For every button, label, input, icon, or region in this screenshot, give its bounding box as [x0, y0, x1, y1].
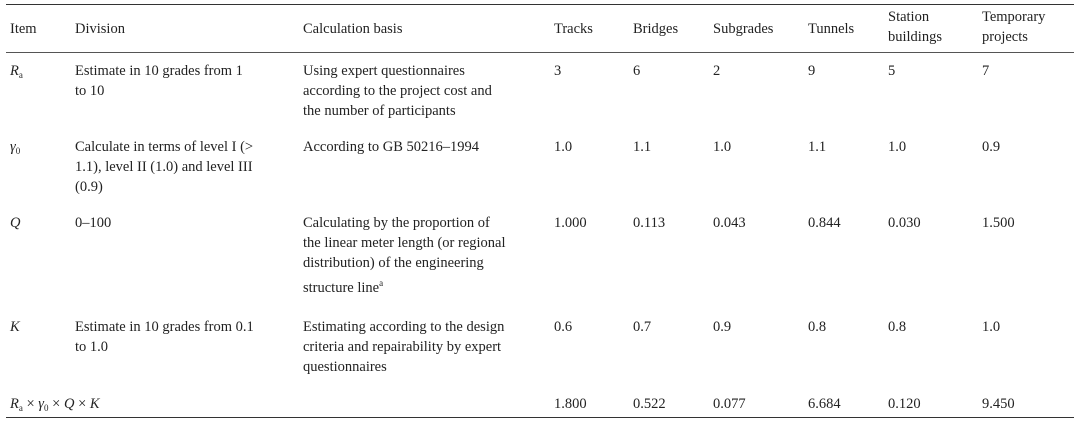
times-sign: × — [52, 396, 61, 412]
value-tunnels: 9 — [808, 63, 816, 79]
division-line: Estimate in 10 grades from 0.1 — [75, 319, 254, 335]
division-line: Estimate in 10 grades from 1 — [75, 63, 243, 79]
division-line: 0–100 — [75, 215, 112, 231]
header-temporary-line1: Temporary — [982, 9, 1046, 25]
basis-line: criteria and repairability by expert — [303, 339, 502, 355]
value-station-buildings: 0.8 — [888, 319, 907, 335]
value-subgrades: 0.077 — [713, 396, 746, 412]
value-station-buildings: 0.030 — [888, 215, 921, 231]
symbol-k: K — [89, 396, 100, 412]
header-bridges: Bridges — [633, 21, 679, 37]
times-sign: × — [26, 396, 35, 412]
header-station-line1: Station — [888, 9, 930, 25]
value-subgrades: 0.9 — [713, 319, 732, 335]
header-subgrades: Subgrades — [713, 21, 774, 37]
value-temporary-projects: 1.500 — [982, 215, 1015, 231]
header-station-line2: buildings — [888, 29, 942, 45]
symbol-main: R — [10, 63, 19, 79]
symbol-q: Q — [63, 396, 75, 412]
basis-line: Using expert questionnaires — [303, 63, 465, 79]
item-symbol — [10, 317, 20, 337]
symbol-main: γ — [10, 139, 16, 155]
product-formula — [10, 394, 100, 418]
value-temporary-projects: 0.9 — [982, 139, 1001, 155]
times-sign: × — [78, 396, 87, 412]
basis-line: questionnaires — [303, 359, 387, 375]
division-line: to 1.0 — [75, 339, 109, 355]
symbol-subscript: a — [18, 403, 23, 413]
division-line: 1.1), level II (1.0) and level III — [75, 159, 253, 175]
value-temporary-projects: 7 — [982, 63, 990, 79]
value-tracks: 1.800 — [554, 396, 587, 412]
value-tracks: 1.0 — [554, 139, 573, 155]
basis-line: distribution) of the engineering — [303, 255, 484, 271]
header-temporary-line2: projects — [982, 29, 1028, 45]
value-tunnels: 0.844 — [808, 215, 841, 231]
value-tracks: 0.6 — [554, 319, 573, 335]
division-line: to 10 — [75, 83, 105, 99]
value-tunnels: 1.1 — [808, 139, 827, 155]
division-line: (0.9) — [75, 179, 103, 195]
header-item: Item — [10, 21, 37, 37]
item-symbol — [10, 213, 20, 233]
value-subgrades: 0.043 — [713, 215, 746, 231]
value-subgrades: 1.0 — [713, 139, 732, 155]
symbol-main: K — [10, 319, 20, 335]
symbol-subscript: 0 — [44, 403, 49, 413]
value-tracks: 1.000 — [554, 215, 587, 231]
header-tracks: Tracks — [554, 21, 593, 37]
value-station-buildings: 1.0 — [888, 139, 907, 155]
value-tunnels: 0.8 — [808, 319, 827, 335]
symbol-main: Q — [10, 215, 21, 231]
value-temporary-projects: 9.450 — [982, 396, 1015, 412]
header-tunnels: Tunnels — [808, 21, 855, 37]
table-header-rule — [6, 52, 1074, 53]
value-station-buildings: 0.120 — [888, 396, 921, 412]
symbol-subscript: a — [18, 70, 23, 80]
header-division: Division — [75, 21, 125, 37]
table-top-rule — [6, 4, 1074, 5]
value-tunnels: 6.684 — [808, 396, 841, 412]
basis-line: Calculating by the proportion of — [303, 215, 490, 231]
value-temporary-projects: 1.0 — [982, 319, 1001, 335]
header-calculation-basis: Calculation basis — [303, 21, 403, 37]
basis-line: According to GB 50216–1994 — [303, 139, 479, 155]
footnote-marker: a — [379, 278, 384, 288]
value-station-buildings: 5 — [888, 63, 896, 79]
item-symbol — [10, 137, 20, 161]
symbol-subscript: 0 — [15, 146, 21, 156]
basis-line: Estimating according to the design — [303, 319, 505, 335]
value-bridges: 6 — [633, 63, 641, 79]
value-bridges: 0.522 — [633, 396, 666, 412]
basis-line: according to the project cost and — [303, 83, 492, 99]
value-bridges: 0.113 — [633, 215, 666, 231]
value-tracks: 3 — [554, 63, 562, 79]
basis-line — [303, 273, 383, 298]
value-subgrades: 2 — [713, 63, 721, 79]
division-line: Calculate in terms of level I (> — [75, 139, 254, 155]
item-symbol — [10, 61, 23, 85]
symbol-gamma: γ — [38, 396, 45, 412]
basis-line: the number of participants — [303, 103, 456, 119]
basis-line-text: structure line — [303, 280, 380, 296]
value-bridges: 1.1 — [633, 139, 652, 155]
value-bridges: 0.7 — [633, 319, 652, 335]
symbol-r: R — [10, 396, 19, 412]
table-bottom-rule — [6, 417, 1074, 418]
basis-line: the linear meter length (or regional — [303, 235, 506, 251]
